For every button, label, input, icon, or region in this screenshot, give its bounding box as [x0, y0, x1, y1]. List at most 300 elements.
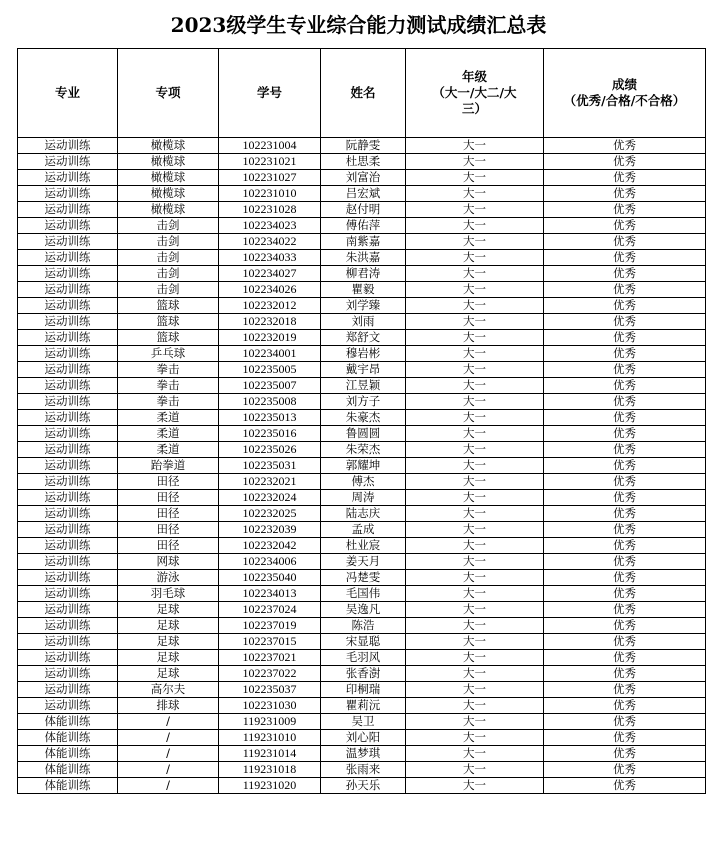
major-cell: 运动训练 — [18, 138, 118, 154]
name-cell: 刘雨 — [321, 314, 406, 330]
grade-cell: 大一 — [406, 570, 544, 586]
grade-cell: 大一 — [406, 730, 544, 746]
score-cell: 优秀 — [544, 378, 706, 394]
name-cell: 穆岩彬 — [321, 346, 406, 362]
student-id-cell: 102237024 — [219, 602, 321, 618]
grade-cell: 大一 — [406, 714, 544, 730]
name-cell: 朱洪嘉 — [321, 250, 406, 266]
name-cell: 南紫嘉 — [321, 234, 406, 250]
major-cell: 运动训练 — [18, 554, 118, 570]
score-cell: 优秀 — [544, 618, 706, 634]
name-cell: 柳君涛 — [321, 266, 406, 282]
name-cell: 陆志庆 — [321, 506, 406, 522]
grade-cell: 大一 — [406, 250, 544, 266]
name-cell: 姜天月 — [321, 554, 406, 570]
table-header-row — [18, 49, 706, 138]
name-cell: 吴卫 — [321, 714, 406, 730]
table-row — [18, 778, 706, 794]
item-cell: 足球 — [118, 618, 219, 634]
name-cell: 傅杰 — [321, 474, 406, 490]
item-cell: 足球 — [118, 634, 219, 650]
item-cell: 柔道 — [118, 410, 219, 426]
major-cell: 运动训练 — [18, 202, 118, 218]
student-id-cell: 102232019 — [219, 330, 321, 346]
grade-cell: 大一 — [406, 202, 544, 218]
item-cell: 拳击 — [118, 362, 219, 378]
table-row — [18, 682, 706, 698]
score-cell: 优秀 — [544, 426, 706, 442]
table-row — [18, 234, 706, 250]
score-cell: 优秀 — [544, 250, 706, 266]
major-cell: 体能训练 — [18, 778, 118, 794]
name-cell: 郭耀坤 — [321, 458, 406, 474]
score-cell: 优秀 — [544, 314, 706, 330]
major-cell: 运动训练 — [18, 570, 118, 586]
score-cell: 优秀 — [544, 506, 706, 522]
student-id-cell: 119231010 — [219, 730, 321, 746]
table-row — [18, 282, 706, 298]
grade-cell: 大一 — [406, 234, 544, 250]
grade-cell: 大一 — [406, 746, 544, 762]
table-row — [18, 762, 706, 778]
item-cell: 击剑 — [118, 250, 219, 266]
item-cell: 拳击 — [118, 378, 219, 394]
grade-cell: 大一 — [406, 554, 544, 570]
student-id-cell: 102231030 — [219, 698, 321, 714]
major-cell: 运动训练 — [18, 506, 118, 522]
student-id-cell: 119231020 — [219, 778, 321, 794]
table-row — [18, 314, 706, 330]
score-cell: 优秀 — [544, 218, 706, 234]
student-id-cell: 102235037 — [219, 682, 321, 698]
table-row — [18, 154, 706, 170]
header-score-line1: 成绩 — [611, 77, 637, 92]
score-cell: 优秀 — [544, 682, 706, 698]
major-cell: 运动训练 — [18, 410, 118, 426]
table-row — [18, 474, 706, 490]
name-cell: 毛羽风 — [321, 650, 406, 666]
item-cell: 击剑 — [118, 282, 219, 298]
grade-cell: 大一 — [406, 154, 544, 170]
name-cell: 周涛 — [321, 490, 406, 506]
major-cell: 运动训练 — [18, 378, 118, 394]
student-id-cell: 102235016 — [219, 426, 321, 442]
score-cell: 优秀 — [544, 634, 706, 650]
table-row — [18, 250, 706, 266]
table-row — [18, 170, 706, 186]
item-cell: 田径 — [118, 474, 219, 490]
name-cell: 吕宏斌 — [321, 186, 406, 202]
grade-cell: 大一 — [406, 330, 544, 346]
student-id-cell: 102232025 — [219, 506, 321, 522]
item-cell: 足球 — [118, 602, 219, 618]
name-cell: 孙天乐 — [321, 778, 406, 794]
name-cell: 朱豪杰 — [321, 410, 406, 426]
student-id-cell: 102237021 — [219, 650, 321, 666]
table-row — [18, 458, 706, 474]
item-cell: 橄榄球 — [118, 202, 219, 218]
student-id-cell: 102235007 — [219, 378, 321, 394]
major-cell: 运动训练 — [18, 170, 118, 186]
name-cell: 陈浩 — [321, 618, 406, 634]
score-cell: 优秀 — [544, 762, 706, 778]
table-row — [18, 362, 706, 378]
student-id-cell: 102231021 — [219, 154, 321, 170]
student-id-cell: 119231014 — [219, 746, 321, 762]
score-cell: 优秀 — [544, 458, 706, 474]
major-cell: 体能训练 — [18, 762, 118, 778]
score-cell: 优秀 — [544, 282, 706, 298]
grade-cell: 大一 — [406, 522, 544, 538]
major-cell: 体能训练 — [18, 746, 118, 762]
table-row — [18, 634, 706, 650]
table-body — [18, 138, 706, 794]
score-cell: 优秀 — [544, 186, 706, 202]
grade-cell: 大一 — [406, 282, 544, 298]
score-cell: 优秀 — [544, 570, 706, 586]
name-cell: 戴宇昂 — [321, 362, 406, 378]
student-id-cell: 102232021 — [219, 474, 321, 490]
name-cell: 吴逸凡 — [321, 602, 406, 618]
table-row — [18, 538, 706, 554]
major-cell: 运动训练 — [18, 154, 118, 170]
grade-cell: 大一 — [406, 362, 544, 378]
name-cell: 郑舒文 — [321, 330, 406, 346]
major-cell: 运动训练 — [18, 602, 118, 618]
name-cell: 瞿毅 — [321, 282, 406, 298]
grade-cell: 大一 — [406, 138, 544, 154]
grade-cell: 大一 — [406, 634, 544, 650]
table-row — [18, 698, 706, 714]
score-cell: 优秀 — [544, 666, 706, 682]
grade-cell: 大一 — [406, 778, 544, 794]
major-cell: 运动训练 — [18, 266, 118, 282]
name-cell: 刘方子 — [321, 394, 406, 410]
table-row — [18, 570, 706, 586]
student-id-cell: 102231028 — [219, 202, 321, 218]
student-id-cell: 102231004 — [219, 138, 321, 154]
major-cell: 运动训练 — [18, 538, 118, 554]
major-cell: 运动训练 — [18, 186, 118, 202]
item-cell: 网球 — [118, 554, 219, 570]
student-id-cell: 102237019 — [219, 618, 321, 634]
grade-cell: 大一 — [406, 458, 544, 474]
item-cell: / — [118, 778, 219, 794]
grade-cell: 大一 — [406, 426, 544, 442]
score-table — [17, 48, 706, 794]
score-cell: 优秀 — [544, 778, 706, 794]
item-cell: 篮球 — [118, 330, 219, 346]
item-cell: 橄榄球 — [118, 154, 219, 170]
name-cell: 杜业宸 — [321, 538, 406, 554]
grade-cell: 大一 — [406, 618, 544, 634]
item-cell: 击剑 — [118, 218, 219, 234]
name-cell: 杜思柔 — [321, 154, 406, 170]
table-row — [18, 618, 706, 634]
student-id-cell: 102235005 — [219, 362, 321, 378]
table-row — [18, 586, 706, 602]
student-id-cell: 119231009 — [219, 714, 321, 730]
major-cell: 运动训练 — [18, 522, 118, 538]
major-cell: 运动训练 — [18, 618, 118, 634]
table-row — [18, 298, 706, 314]
grade-cell: 大一 — [406, 346, 544, 362]
table-row — [18, 666, 706, 682]
table-row — [18, 410, 706, 426]
item-cell: 游泳 — [118, 570, 219, 586]
student-id-cell: 102234006 — [219, 554, 321, 570]
item-cell: 篮球 — [118, 298, 219, 314]
major-cell: 运动训练 — [18, 346, 118, 362]
item-cell: 拳击 — [118, 394, 219, 410]
grade-cell: 大一 — [406, 490, 544, 506]
item-cell: 田径 — [118, 538, 219, 554]
grade-cell: 大一 — [406, 506, 544, 522]
table-row — [18, 266, 706, 282]
score-cell: 优秀 — [544, 170, 706, 186]
major-cell: 运动训练 — [18, 586, 118, 602]
header-score-line2: （优秀/合格/不合格） — [563, 93, 686, 108]
table-row — [18, 186, 706, 202]
major-cell: 运动训练 — [18, 650, 118, 666]
grade-cell: 大一 — [406, 442, 544, 458]
item-cell: 击剑 — [118, 266, 219, 282]
table-row — [18, 714, 706, 730]
grade-cell: 大一 — [406, 298, 544, 314]
major-cell: 运动训练 — [18, 426, 118, 442]
grade-cell: 大一 — [406, 538, 544, 554]
score-cell: 优秀 — [544, 490, 706, 506]
score-cell: 优秀 — [544, 410, 706, 426]
student-id-cell: 102234022 — [219, 234, 321, 250]
item-cell: 橄榄球 — [118, 138, 219, 154]
grade-cell: 大一 — [406, 410, 544, 426]
grade-cell: 大一 — [406, 314, 544, 330]
score-cell: 优秀 — [544, 202, 706, 218]
score-cell: 优秀 — [544, 586, 706, 602]
score-cell: 优秀 — [544, 442, 706, 458]
table-row — [18, 650, 706, 666]
item-cell: 柔道 — [118, 442, 219, 458]
table-row — [18, 218, 706, 234]
header-grade — [406, 49, 544, 138]
header-grade-line1: 年级 — [461, 69, 487, 84]
major-cell: 运动训练 — [18, 330, 118, 346]
name-cell: 张雨来 — [321, 762, 406, 778]
header-student-id: 学号 — [219, 49, 321, 138]
major-cell: 运动训练 — [18, 394, 118, 410]
grade-cell: 大一 — [406, 186, 544, 202]
student-id-cell: 102235031 — [219, 458, 321, 474]
student-id-cell: 102234023 — [219, 218, 321, 234]
item-cell: 排球 — [118, 698, 219, 714]
major-cell: 体能训练 — [18, 714, 118, 730]
student-id-cell: 102234026 — [219, 282, 321, 298]
score-cell: 优秀 — [544, 234, 706, 250]
item-cell: 橄榄球 — [118, 186, 219, 202]
table-row — [18, 746, 706, 762]
item-cell: 足球 — [118, 650, 219, 666]
name-cell: 傅佑萍 — [321, 218, 406, 234]
item-cell: 柔道 — [118, 426, 219, 442]
name-cell: 宋显聪 — [321, 634, 406, 650]
name-cell: 刘心阳 — [321, 730, 406, 746]
item-cell: / — [118, 730, 219, 746]
student-id-cell: 119231018 — [219, 762, 321, 778]
major-cell: 运动训练 — [18, 666, 118, 682]
grade-cell: 大一 — [406, 266, 544, 282]
table-row — [18, 490, 706, 506]
score-cell: 优秀 — [544, 714, 706, 730]
item-cell: 橄榄球 — [118, 170, 219, 186]
major-cell: 体能训练 — [18, 730, 118, 746]
item-cell: 足球 — [118, 666, 219, 682]
major-cell: 运动训练 — [18, 698, 118, 714]
grade-cell: 大一 — [406, 762, 544, 778]
score-cell: 优秀 — [544, 474, 706, 490]
major-cell: 运动训练 — [18, 490, 118, 506]
major-cell: 运动训练 — [18, 458, 118, 474]
table-row — [18, 602, 706, 618]
item-cell: 跆拳道 — [118, 458, 219, 474]
name-cell: 刘富治 — [321, 170, 406, 186]
grade-cell: 大一 — [406, 218, 544, 234]
name-cell: 张香澍 — [321, 666, 406, 682]
student-id-cell: 102232012 — [219, 298, 321, 314]
score-cell: 优秀 — [544, 394, 706, 410]
table-row — [18, 730, 706, 746]
table-row — [18, 330, 706, 346]
name-cell: 赵付明 — [321, 202, 406, 218]
major-cell: 运动训练 — [18, 250, 118, 266]
score-cell: 优秀 — [544, 138, 706, 154]
item-cell: 击剑 — [118, 234, 219, 250]
name-cell: 孟成 — [321, 522, 406, 538]
name-cell: 温梦琪 — [321, 746, 406, 762]
item-cell: / — [118, 762, 219, 778]
student-id-cell: 102234027 — [219, 266, 321, 282]
grade-cell: 大一 — [406, 378, 544, 394]
table-row — [18, 202, 706, 218]
header-grade-line3: 三） — [461, 101, 487, 116]
page-title: 2023级学生专业综合能力测试成绩汇总表 — [170, 13, 547, 37]
grade-cell: 大一 — [406, 602, 544, 618]
name-cell: 印桐瑞 — [321, 682, 406, 698]
student-id-cell: 102235026 — [219, 442, 321, 458]
major-cell: 运动训练 — [18, 442, 118, 458]
student-id-cell: 102231027 — [219, 170, 321, 186]
student-id-cell: 102234001 — [219, 346, 321, 362]
table-row — [18, 346, 706, 362]
header-grade-line2: （大一/大二/大 — [432, 85, 517, 100]
student-id-cell: 102237022 — [219, 666, 321, 682]
score-cell: 优秀 — [544, 298, 706, 314]
score-cell: 优秀 — [544, 266, 706, 282]
major-cell: 运动训练 — [18, 362, 118, 378]
student-id-cell: 102232042 — [219, 538, 321, 554]
score-cell: 优秀 — [544, 554, 706, 570]
major-cell: 运动训练 — [18, 634, 118, 650]
item-cell: 篮球 — [118, 314, 219, 330]
name-cell: 阮静雯 — [321, 138, 406, 154]
major-cell: 运动训练 — [18, 298, 118, 314]
student-id-cell: 102235013 — [219, 410, 321, 426]
table-row — [18, 394, 706, 410]
student-id-cell: 102235040 — [219, 570, 321, 586]
student-id-cell: 102232039 — [219, 522, 321, 538]
name-cell: 朱荣杰 — [321, 442, 406, 458]
score-cell: 优秀 — [544, 330, 706, 346]
header-item: 专项 — [118, 49, 219, 138]
table-row — [18, 442, 706, 458]
score-cell: 优秀 — [544, 538, 706, 554]
grade-cell: 大一 — [406, 650, 544, 666]
table-row — [18, 506, 706, 522]
grade-cell: 大一 — [406, 586, 544, 602]
name-cell: 毛国伟 — [321, 586, 406, 602]
score-cell: 优秀 — [544, 154, 706, 170]
major-cell: 运动训练 — [18, 282, 118, 298]
grade-cell: 大一 — [406, 170, 544, 186]
grade-cell: 大一 — [406, 474, 544, 490]
score-cell: 优秀 — [544, 650, 706, 666]
student-id-cell: 102237015 — [219, 634, 321, 650]
name-cell: 刘学臻 — [321, 298, 406, 314]
grade-cell: 大一 — [406, 666, 544, 682]
student-id-cell: 102232024 — [219, 490, 321, 506]
item-cell: / — [118, 714, 219, 730]
item-cell: 田径 — [118, 522, 219, 538]
student-id-cell: 102234033 — [219, 250, 321, 266]
student-id-cell: 102234013 — [219, 586, 321, 602]
score-cell: 优秀 — [544, 746, 706, 762]
score-cell: 优秀 — [544, 346, 706, 362]
header-name: 姓名 — [321, 49, 406, 138]
major-cell: 运动训练 — [18, 314, 118, 330]
name-cell: 冯楚雯 — [321, 570, 406, 586]
header-major: 专业 — [18, 49, 118, 138]
student-id-cell: 102235008 — [219, 394, 321, 410]
score-cell: 优秀 — [544, 730, 706, 746]
table-row — [18, 426, 706, 442]
table-row — [18, 378, 706, 394]
name-cell: 瞿莉沅 — [321, 698, 406, 714]
score-cell: 优秀 — [544, 362, 706, 378]
major-cell: 运动训练 — [18, 218, 118, 234]
item-cell: 田径 — [118, 506, 219, 522]
score-cell: 优秀 — [544, 698, 706, 714]
item-cell: 羽毛球 — [118, 586, 219, 602]
table-row — [18, 138, 706, 154]
table-row — [18, 554, 706, 570]
item-cell: 乒乓球 — [118, 346, 219, 362]
major-cell: 运动训练 — [18, 234, 118, 250]
table-row — [18, 522, 706, 538]
student-id-cell: 102231010 — [219, 186, 321, 202]
student-id-cell: 102232018 — [219, 314, 321, 330]
major-cell: 运动训练 — [18, 682, 118, 698]
item-cell: 高尔夫 — [118, 682, 219, 698]
item-cell: / — [118, 746, 219, 762]
grade-cell: 大一 — [406, 394, 544, 410]
header-score — [544, 49, 706, 138]
major-cell: 运动训练 — [18, 474, 118, 490]
score-cell: 优秀 — [544, 522, 706, 538]
name-cell: 鲁圆圆 — [321, 426, 406, 442]
score-cell: 优秀 — [544, 602, 706, 618]
name-cell: 江昱颖 — [321, 378, 406, 394]
grade-cell: 大一 — [406, 698, 544, 714]
